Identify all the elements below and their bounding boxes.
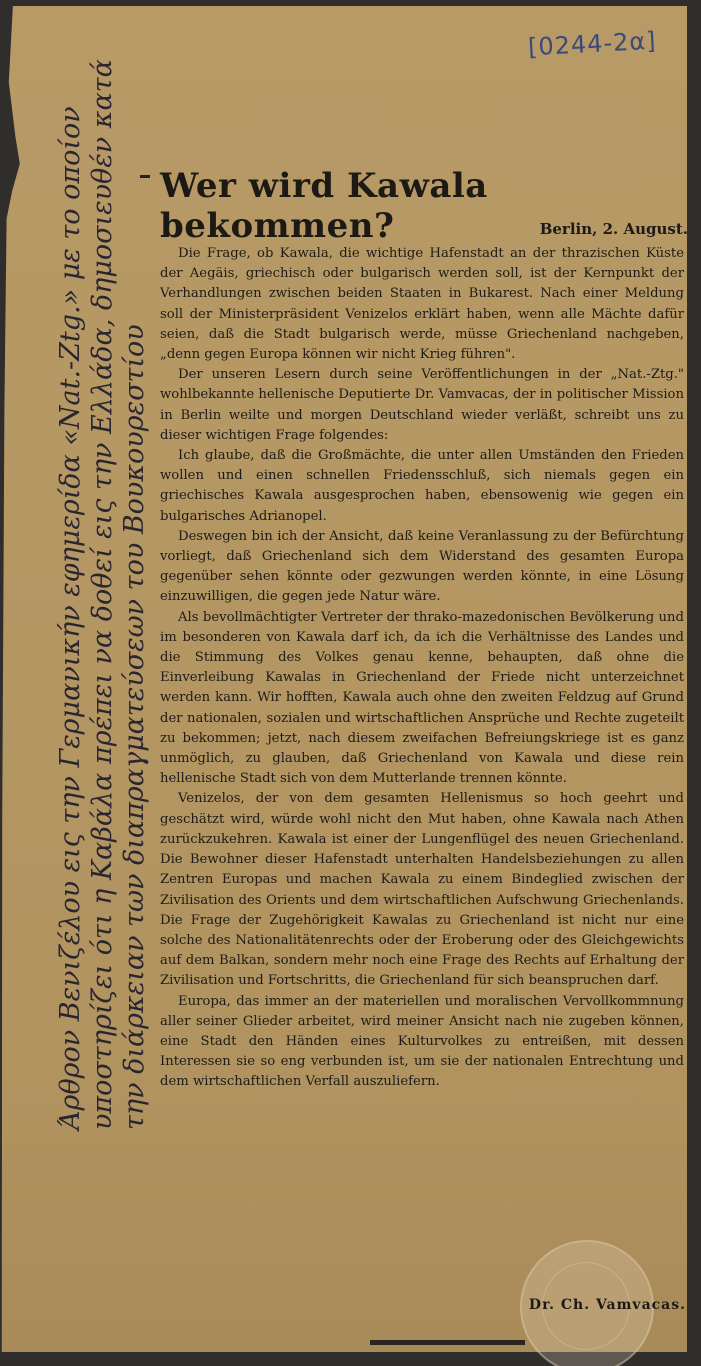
article-signature: Dr. Ch. Vamvacas. — [528, 1297, 686, 1313]
article-paragraph: Europa, das immer an der materiellen und moralischen Vervollkommnung aller seiner Glieder arbeitet, wird meiner Ansicht nach nie zugeben können, eine Stadt den Händen eines Kulturvolkes zu entreißen, mit dessen Interessen sie so eng verbunden ist, um sie der nationalen Entrechtung und dem wirtschaftlichen Verfall auszuliefern. — [160, 993, 684, 1090]
handwritten-line: υποστηρίζει ότι η Καβάλα πρέπει να δοθεί εις την Ελλάδα, δημοσιευθέν κατά — [87, 59, 118, 1130]
torn-edge-top — [0, 0, 701, 6]
torn-edge-left — [0, 0, 22, 1366]
article-paragraph: Ich glaube, daß die Großmächte, die unter allen Umständen den Frieden wollen und einen schnellen Friedensschluß, sich niemals gegen ein griechisches Kawala ausgesprochen haben, ebensowenig wie gegen ein bulgarisches Adrianopel. — [160, 448, 684, 524]
article-headline: Wer wird Kawala bekommen? — [160, 166, 488, 246]
handwritten-line: Άρθρον Βενιζέλου εις την Γερμανικήν εφημερίδα «Nat.-Ztg.» με το οποίον — [55, 106, 86, 1130]
article-paragraph: Der unseren Lesern durch seine Veröffentlichungen in der „Nat.-Ztg." wohlbekannte hellenische Deputierte Dr. Vamvacas, der in politischer Mission in Berlin weilte und morgen Deutschland wieder verläßt, schreibt uns zu dieser wichtigen Frage folgendes: — [160, 367, 684, 443]
article-paragraph: Die Frage, ob Kawala, die wichtige Hafenstadt an der thrazischen Küste der Aegäis, griechisch oder bulgarisch werden soll, ist der Kernpunkt der Verhandlungen zwischen beiden Staaten in Bukarest. Nach einer Meldung soll der Ministerpräsident Venizelos erklärt haben, wenn alle Mächte dafür seien, daß die Stadt bulgarisch werde, müsse Griechenland nachgeben, „denn gegen Europa können wir nicht Krieg führen". — [160, 246, 684, 363]
handwritten-margin-note — [55, 10, 151, 1130]
handwritten-line: την διάρκειαν των διαπραγματεύσεων του Βουκουρεστίου — [119, 324, 150, 1130]
article-paragraph: Als bevollmächtigter Vertreter der thrako-mazedonischen Bevölkerung und im besonderen von Kawala darf ich, da ich die Verhältnisse des Landes und die Stimmung des Volkes genau kenne, behaupten, daß ohne die Einverleibung Kawalas in Griechenland der Friede nicht unterzeichnet werden kann. Wir hofften, Kawala auch ohne den zweiten Feldzug auf Grund der nationalen, sozialen und wirtschaftlichen Ansprüche und Rechte zugeteilt zu bekommen; jetzt, nach diesem zweifachen Befreiungskriege ist es ganz unmöglich, zu glauben, daß Griechenland von Kawala und diese rein hellenische Stadt sich von dem Mutterlande trennen könnte. — [160, 609, 684, 787]
headline-dash — [140, 175, 150, 178]
archive-reference-label: [0244-2α] — [527, 26, 658, 62]
article-paragraph: Deswegen bin ich der Ansicht, daß keine Veranlassung zu der Befürchtung vorliegt, daß Griechenland sich dem Widerstand des gesamten Europa gegenüber sehen könnte oder gezwungen werden könnte, in eine Lösung einzuwilligen, die gegen jede Natur wäre. — [160, 528, 684, 605]
article-paragraph: Venizelos, der von dem gesamten Hellenismus so hoch geehrt und geschätzt wird, würde wohl nicht den Mut haben, ohne Kawala nach Athen zurückzukehren. Kawala ist einer der Lungenflügel des neuen Griechenland. Die Bewohner dieser Hafenstadt unterhalten Handelsbeziehungen zu allen Zentren Europas und machen Kawala zu einem Bindeglied zwischen der Zivilisation des Orients und dem wirtschaftlichen Aufschwung Griechenlands. Die Frage der Zugehörigkeit Kawalas zu Griechenland ist nicht nur eine solche des Nationalitätenrechts oder der Eroberung oder des Gleichgewichts auf dem Balkan, sondern mehr noch eine Frage des Rechts auf Erhaltung der Zivilisation und Fortschritts, die Griechenland für sich beanspruchen darf. — [160, 791, 684, 989]
bottom-rule — [370, 1340, 525, 1345]
article-body — [160, 244, 684, 1093]
article-dateline: Berlin, 2. August. — [539, 220, 688, 238]
